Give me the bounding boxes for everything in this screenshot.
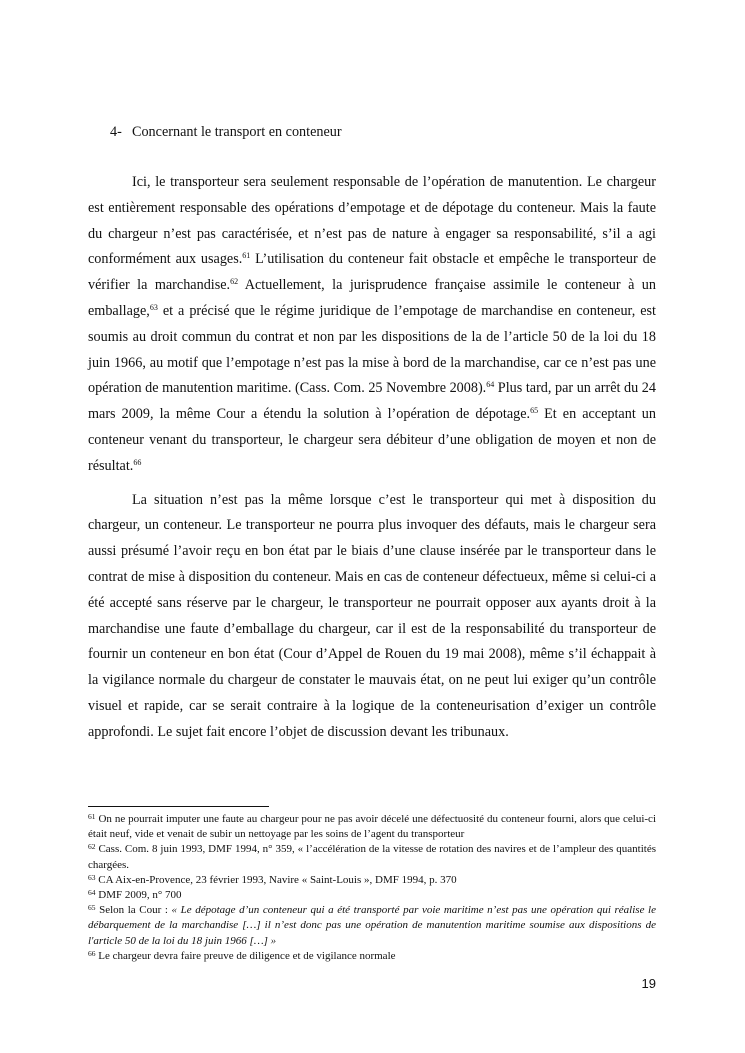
paragraph-1-text-5: Plus tard, par un arrêt du 24 mars 2009, la même Cour a étendu la solution à l’opération de dépotage.: [88, 380, 656, 423]
footnote-number: 66: [88, 948, 96, 958]
footnote-number: 61: [88, 812, 96, 821]
paragraph-1-text-2: L’utilisation du conteneur fait obstacle et empêche le transporteur de vérifier la marchandise.: [88, 251, 656, 294]
footnote-text: Cass. Com. 8 juin 1993, DMF 1994, n° 359, « l’accélération de la vitesse de rotation des navires et de l’ampleur des quantités chargées.: [88, 843, 656, 871]
footnote-61: [88, 812, 656, 842]
footnote-number: 64: [88, 888, 96, 898]
footnote-text: Le chargeur devra faire preuve de diligence et de vigilance normale: [95, 949, 396, 962]
paragraph-1-text-1: Ici, le transporteur sera seulement responsable de l’opération de manutention. Le chargeur est entièrement responsable des opérations d’empotage et de dépotage du conteneur. Mais la faute du chargeur n’est pas caractérisée, et n’est pas de nature à engager sa responsabilité, s’il a agi conformément aux usages.: [88, 174, 656, 268]
footnote-62: [88, 842, 656, 872]
footnote-number: 62: [88, 842, 96, 852]
paragraph-1: [88, 170, 656, 480]
footnote-ref-61[interactable]: 61: [242, 251, 251, 261]
page-number: 19: [641, 976, 656, 991]
footnote-number: 63: [88, 872, 96, 882]
footnote-66: [88, 949, 656, 964]
footnote-65: [88, 903, 656, 949]
section-heading: [110, 124, 342, 141]
body-text: [88, 170, 656, 746]
paragraph-1-text-3: Actuellement, la jurisprudence française assimile le conteneur à un emballage,: [88, 277, 656, 319]
footnote-separator: [88, 806, 269, 807]
section-title: Concernant le transport en conteneur: [132, 124, 342, 140]
paragraph-1-text-6: Et en acceptant un conteneur venant du transporteur, le chargeur sera débiteur d’une obligation de moyen et non de résultat.: [88, 406, 656, 474]
footnote-ref-66[interactable]: 66: [133, 457, 142, 467]
footnote-number: 65: [88, 903, 96, 913]
footnote-ref-65[interactable]: 65: [530, 406, 539, 416]
footnote-ref-63[interactable]: 63: [149, 302, 158, 312]
paragraph-1-text-4: et a précisé que le régime juridique de l’empotage de marchandise en conteneur, est soumis au droit commun du contrat et non par les dispositions de la de l’article 50 de la loi du 18 juin 1966, au motif que l’empotage n’est pas la mise à bord de la marchandise, car ce n’est pas une opération de manutention maritime. (Cass. Com. 25 Novembre 2008).: [88, 302, 656, 397]
footnote-text: Selon la Cour :: [95, 904, 172, 917]
footnote-ref-62[interactable]: 62: [230, 277, 239, 287]
footnote-ref-64[interactable]: 64: [486, 380, 495, 390]
footnote-text: On ne pourrait imputer une faute au chargeur pour ne pas avoir décelé une défectuosité du conteneur fourni, alors que celui-ci était neuf, vide et venait de subir un nettoyage par les soins de l’agent du transporteur: [88, 813, 656, 841]
footnote-quote: « Le dépotage d’un conteneur qui a été transporté par voie maritime n’est pas une opération qui réalise le débarquement de la marchandise […] il n’est donc pas une opération de manutention maritime soumise aux dispositions de l'article 50 de la loi du 18 juin 1966 […] »: [88, 904, 656, 947]
footnote-63: [88, 873, 656, 888]
footnote-text: DMF 2009, n° 700: [95, 889, 182, 902]
footnotes: [88, 812, 656, 964]
footnote-64: [88, 888, 656, 903]
section-number: 4-: [110, 124, 122, 140]
paragraph-2: La situation n’est pas la même lorsque c’est le transporteur qui met à disposition du chargeur, un conteneur. Le transporteur ne pourra plus invoquer des défauts, mais le chargeur sera aussi présumé l’avoir reçu en bon état par le biais d’une clause insérée par le transporteur dans le contrat de mise à disposition du conteneur. Mais en cas de conteneur défectueux, même si celui-ci a été accepté sans réserve par le chargeur, le transporteur ne pourrait opposer aux ayants droit à la marchandise une faute d’emballage du chargeur, car il est de la responsabilité du transporteur de fournir un conteneur en bon état (Cour d’Appel de Rouen du 19 mai 2008), même s’il échappait à la vigilance normale du chargeur de constater le mauvais état, on ne peut lui exiger qu’un contrôle visuel et rapide, car se serait contraire à la logique de la conteneurisation d’exiger un contrôle approfondi. Le sujet fait encore l’objet de discussion devant les tribunaux.: [88, 491, 656, 740]
footnote-text: CA Aix-en-Provence, 23 février 1993, Navire « Saint-Louis », DMF 1994, p. 370: [95, 873, 457, 886]
